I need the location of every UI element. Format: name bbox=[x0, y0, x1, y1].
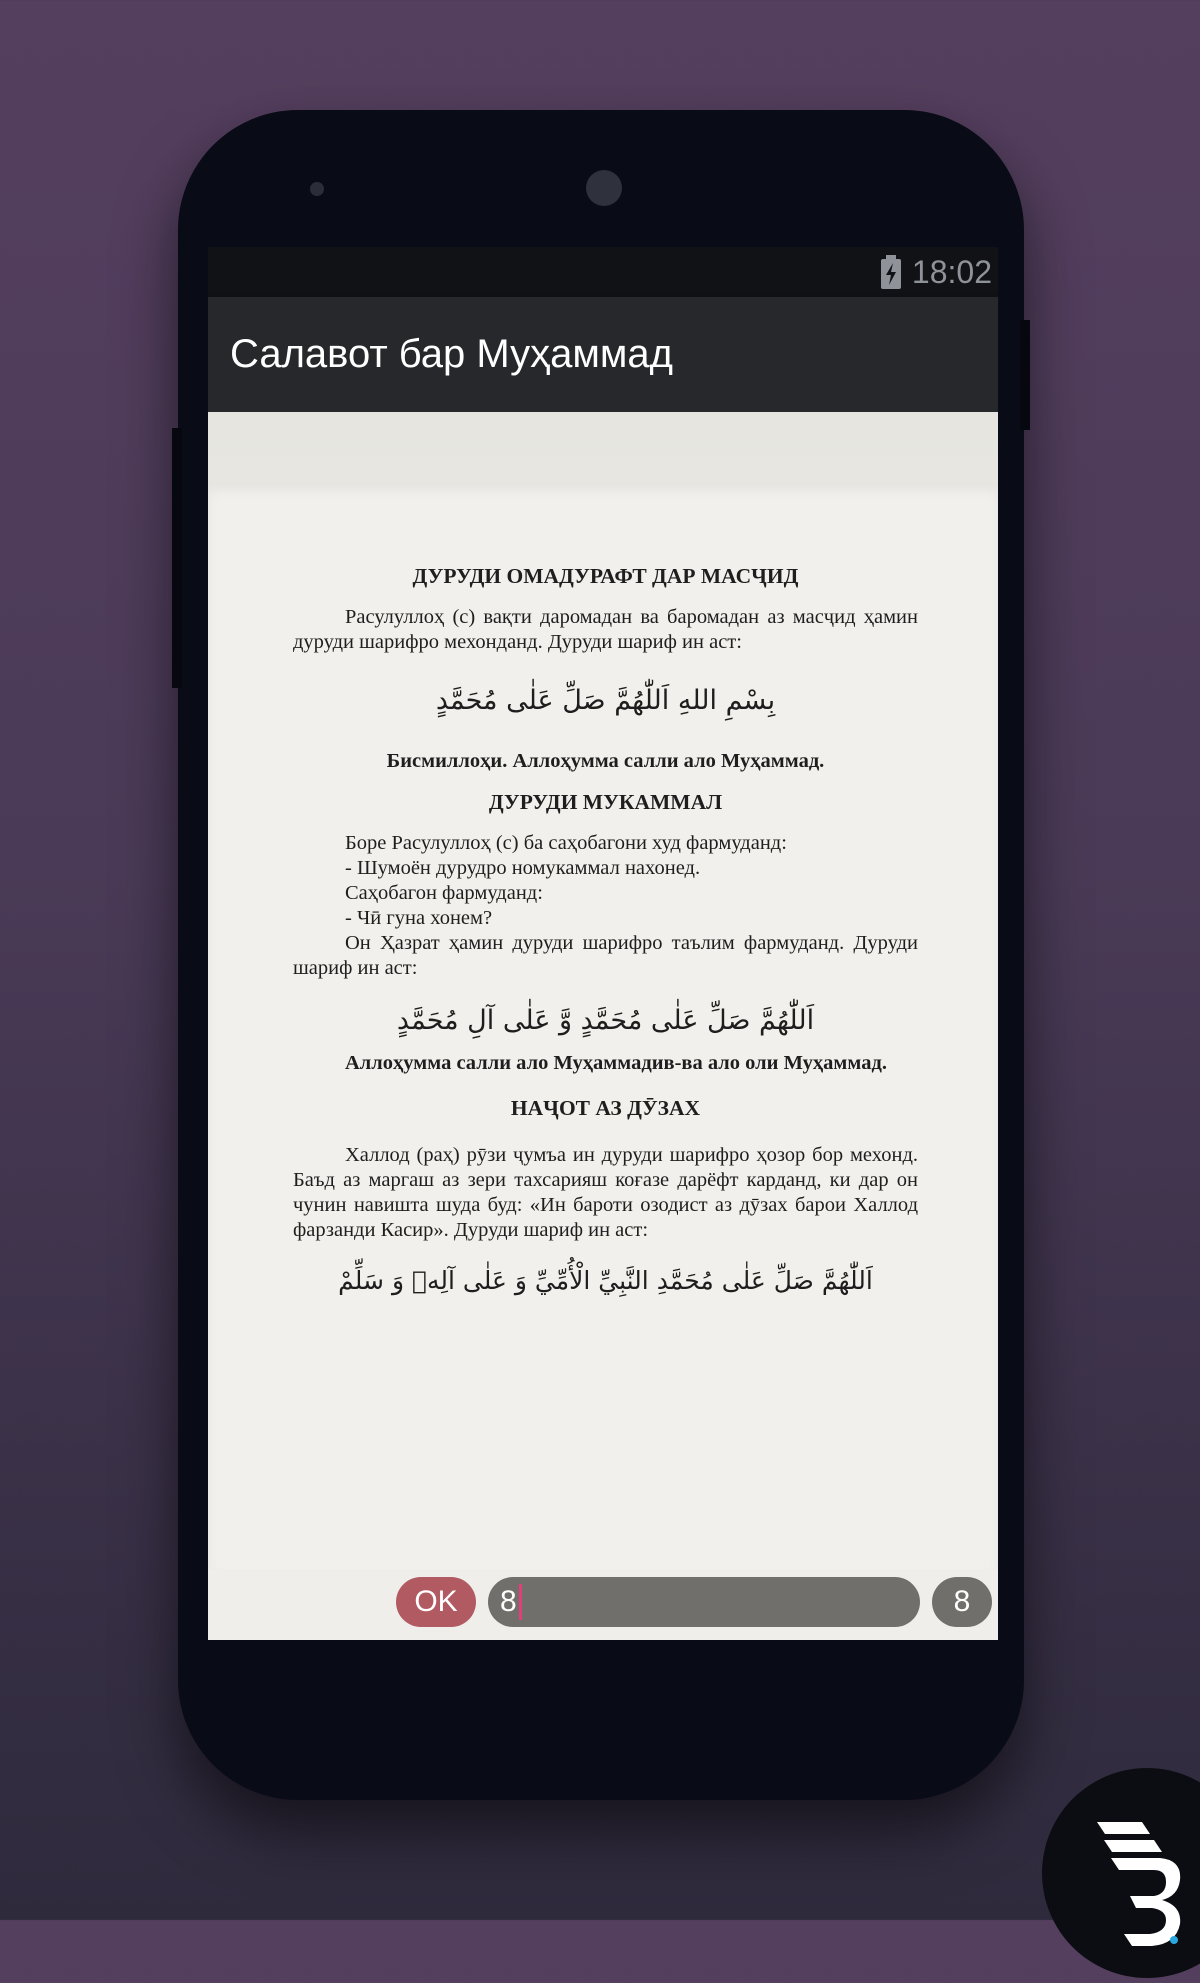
earpiece-speaker bbox=[310, 182, 324, 196]
text-cursor bbox=[519, 1584, 522, 1620]
power-button bbox=[1020, 320, 1030, 430]
section-heading: ДУРУДИ ОМАДУРАФТ ДАР МАСҶИД bbox=[412, 564, 799, 588]
volume-button bbox=[172, 428, 182, 688]
section-heading: НАҶОТ АЗ ДӮЗАХ bbox=[510, 1096, 701, 1120]
phone-frame bbox=[178, 110, 1024, 1800]
page-total-badge: 8 bbox=[932, 1577, 992, 1627]
status-bar bbox=[208, 247, 998, 297]
dialogue-line: - Шумоён дурудро номукаммал нахонед. bbox=[345, 857, 701, 879]
arabic-prayer: بِسْمِ اللهِ اَللّٰهُمَّ صَلِّ عَلٰى مُحَمَّدٍ bbox=[435, 685, 776, 716]
front-camera bbox=[586, 170, 622, 206]
status-time: 18:02 bbox=[911, 253, 992, 290]
device-screen bbox=[208, 247, 998, 1640]
ok-button[interactable]: OK bbox=[396, 1577, 476, 1627]
page-input-value: 8 bbox=[500, 1585, 517, 1618]
dialogue-line: Саҳобагон фармуданд: bbox=[345, 882, 543, 904]
transliteration: Аллоҳумма салли ало Муҳаммадив-ва ало оли Муҳаммад. bbox=[345, 1052, 887, 1074]
arabic-prayer: اَللّٰهُمَّ صَلِّ عَلٰى مُحَمَّدٍ وَّ عَلٰى آلِ مُحَمَّدٍ bbox=[396, 1005, 815, 1036]
arabic-prayer: اَللّٰهُمَّ صَلِّ عَلٰى مُحَمَّدِ النَّبِيِّ الْأُمِّيِّ وَ عَلٰى آلِهٖ وَ سَلِّمْ bbox=[338, 1266, 873, 1295]
app-bar bbox=[208, 297, 998, 412]
book-page-viewer[interactable] bbox=[208, 412, 998, 1569]
dialogue-line: - Чӣ гуна хонем? bbox=[345, 907, 493, 929]
paragraph: Расулуллоҳ (с) вақти даромадан ва баромадан аз масҷид ҳамин дуруди шарифро мехонданд. Дуруди шариф ин аст: bbox=[293, 606, 918, 653]
page-navigation-bar bbox=[208, 1569, 998, 1640]
transliteration: Бисмиллоҳи. Аллоҳумма салли ало Муҳаммад. bbox=[386, 750, 825, 772]
battery-charging-icon bbox=[880, 255, 902, 289]
app-title: Салавот бар Муҳаммад bbox=[230, 332, 673, 376]
brand-b-logo-icon bbox=[1042, 1768, 1200, 1978]
scanned-page bbox=[208, 482, 998, 1569]
page-text bbox=[293, 564, 918, 1329]
page-number-input[interactable] bbox=[488, 1577, 920, 1627]
paragraph: Халлод (раҳ) рӯзи ҷумъа ин дуруди шарифро ҳозор бор мехонд. Баъд аз маргаш аз зери тахсарияш коғазе дарёфт карданд, ки дар он чунин навишта шуда буд: «Ин бароти озодист аз дӯзах барои Халлод фарзанди Касир». Дуруди шариф ин аст: bbox=[293, 1144, 918, 1241]
section-heading: ДУРУДИ МУКАММАЛ bbox=[488, 790, 723, 814]
dialogue-line: Боре Расулуллоҳ (с) ба саҳобагони худ фармуданд: bbox=[345, 832, 787, 854]
paragraph: Он Ҳазрат ҳамин дуруди шарифро таълим фармуданд. Дуруди шариф ин аст: bbox=[293, 932, 918, 979]
